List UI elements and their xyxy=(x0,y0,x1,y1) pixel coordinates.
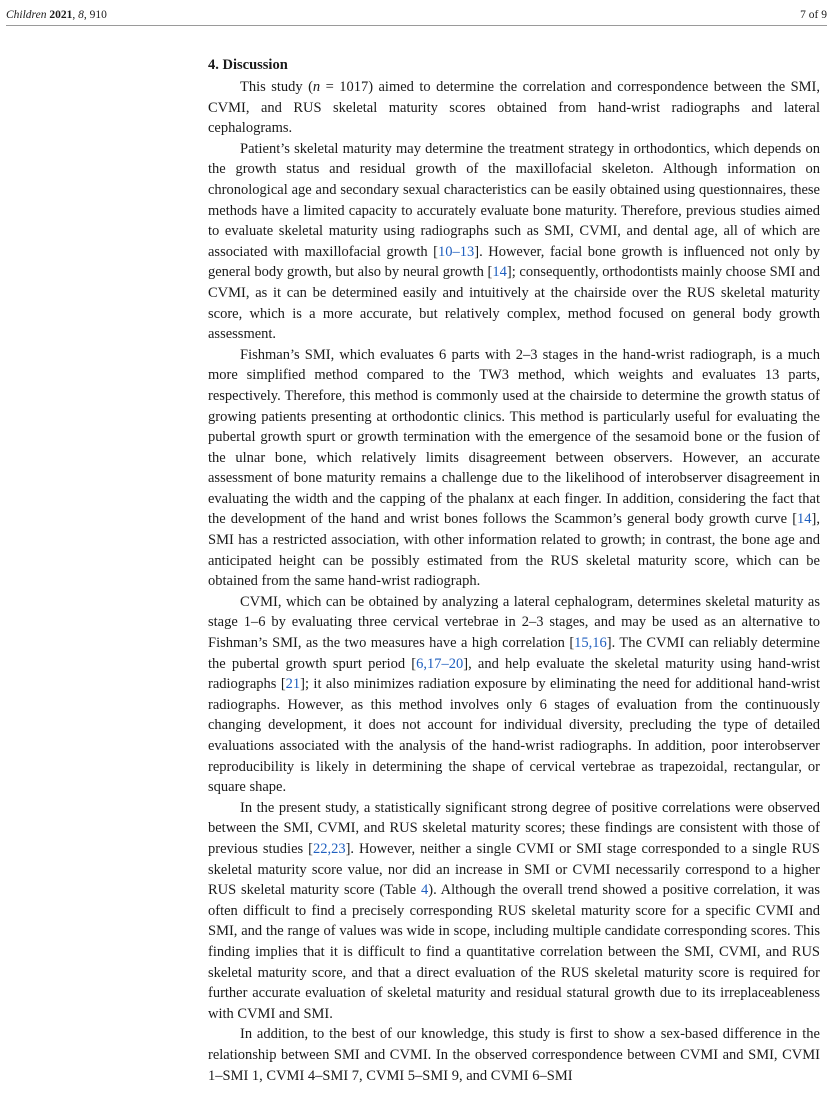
citation-link[interactable]: 6,17–20 xyxy=(416,655,464,672)
article-number: 910 xyxy=(89,9,107,21)
citation-link[interactable]: 14 xyxy=(492,264,507,281)
citation-link[interactable]: 14 xyxy=(797,511,812,528)
text-run: ]; it also minimizes radiation exposure by eliminating the need for additional hand-wrist radiographs. However, as this method involves only 6 stages of evaluation from the continuously changing development, it does not account for individual diversity, precluding the type of detailed evaluations associated with the analysis of the hand-wrist radiographs. In addition, poor interobserver reproducibility is likely in determining the shape of cervical vertebrae as trapezoidal, rectangular, or square shape. xyxy=(208,676,820,796)
paragraph xyxy=(208,592,820,798)
citation-link[interactable]: 4 xyxy=(420,882,429,899)
italic-text: n xyxy=(312,79,321,95)
citation-link[interactable]: 15,16 xyxy=(574,635,607,652)
text-run: ]. The CVMI can reliably determine the pubertal growth spurt period [ xyxy=(208,635,820,672)
text-run: ]. However, facial bone growth is influenced not only by general body growth, but also by neural growth [ xyxy=(208,243,820,281)
citation-link[interactable]: 10–13 xyxy=(437,243,475,260)
journal-citation: Children 2021, 8, 910 xyxy=(6,9,107,21)
text-run: Fishman’s SMI, which evaluates 6 parts with 2–3 stages in the hand-wrist radiograph, is a much more simplified method compared to the TW3 method, which weights and evaluates 13 parts, respectively. Therefore, this method is commonly used at the chairside to determine the growth status of growing patients presenting at orthodontic clinics. This method is particularly useful for evaluating the pubertal growth spurt or growth termination with the emergence of the sesamoid bone or the fusion of the ulnar bone, which relatively limits disagreement between observers. However, an accurate assessment of bone maturity remains a challenge due to the likelihood of interobserver disagreement in evaluating the width and the capping of the phalanx at each finger. In addition, considering the fact that the development of the hand and wrist bones follows the Scammon’s general body growth curve [ xyxy=(208,346,820,528)
paragraph xyxy=(208,345,820,592)
paragraph xyxy=(208,798,820,1025)
text-run: This study ( xyxy=(240,79,313,95)
paragraph xyxy=(208,77,820,139)
text-run: ]. However, neither a single CVMI or SMI stage corresponded to a single RUS skeletal maturity score value, nor did an increase in SMI or CVMI necessarily correspond to a higher RUS skeletal maturity score (Table xyxy=(208,840,821,899)
journal-volume: 8 xyxy=(78,9,84,21)
text-run: In the present study, a statistically significant strong degree of positive correlations were observed between the SMI, CVMI, and RUS skeletal maturity scores; these findings are consistent with those of previous studies [ xyxy=(208,799,820,857)
text-run: ). Although the overall trend showed a positive correlation, it was often difficult to find a precisely corresponding RUS skeletal maturity score for a specific CVMI and SMI, and the range of values was wide in scope, including multiple candidate corresponding scores. This finding implies that it is difficult to find a quantitative correlation between the SMI, CVMI, and RUS skeletal maturity score, and that a direct evaluation of the RUS skeletal maturity score is required for further accurate evaluation of skeletal maturity and residual statural growth due to its irreplaceableness with CVMI and SMI. xyxy=(208,882,820,1022)
text-run: CVMI, which can be obtained by analyzing a lateral cephalogram, determines skeletal maturity as stage 1–6 by evaluating three cervical vertebrae in 2–3 stages, and may be used as an alternative to Fishman’s SMI, as the two measures have a high correlation [ xyxy=(208,593,820,652)
page-number: 7 of 9 xyxy=(800,9,827,21)
page-header xyxy=(6,5,827,26)
citation-link[interactable]: 22,23 xyxy=(312,840,346,857)
section-title: 4. Discussion xyxy=(208,57,288,73)
citation-link[interactable]: 21 xyxy=(285,676,301,693)
text-run: = 1017) aimed to determine the correlation and correspondence between the SMI, CVMI, and RUS skeletal maturity scores obtained from hand-wrist radiographs and lateral cephalograms. xyxy=(208,79,821,137)
paragraph xyxy=(208,139,820,345)
paragraph xyxy=(208,1024,820,1086)
article-body xyxy=(208,55,820,1086)
text-run: Patient’s skeletal maturity may determine the treatment strategy in orthodontics, which depends on the growth status and residual growth of the maxillofacial skeleton. Although information on chronological age and secondary sexual characteristics can be easily obtained using questionnaires, these methods have a limited capacity to accurately evaluate bone maturity. Therefore, previous studies aimed to evaluate skeletal maturity using radiographs such as SMI, CVMI, and dental age, all of which are associated with maxillofacial growth [ xyxy=(208,140,820,260)
text-run: ]; consequently, orthodontists mainly choose SMI and CVMI, as it can be determined easily and intuitively at the chairside over the RUS skeletal maturity score, which is a more accurate, but relatively complex, method focused on general body growth assessment. xyxy=(208,264,820,343)
text-run: ], SMI has a restricted association, with other information related to growth; in contrast, the bone age and anticipated height can be possibly estimated from the RUS skeletal maturity score, which can be obtained from the same hand-wrist radiograph. xyxy=(208,511,820,590)
text-run: ], and help evaluate the skeletal maturity using hand-wrist radiographs [ xyxy=(208,655,821,693)
text-run: In addition, to the best of our knowledge, this study is first to show a sex-based difference in the relationship between SMI and CVMI. In the observed correspondence between CVMI and SMI, CVMI 1–SMI 1, CVMI 4–SMI 7, CVMI 5–SMI 9, and CVMI 6–SMI xyxy=(208,1026,820,1084)
journal-name: Children xyxy=(6,9,47,21)
journal-year: 2021 xyxy=(49,9,73,21)
